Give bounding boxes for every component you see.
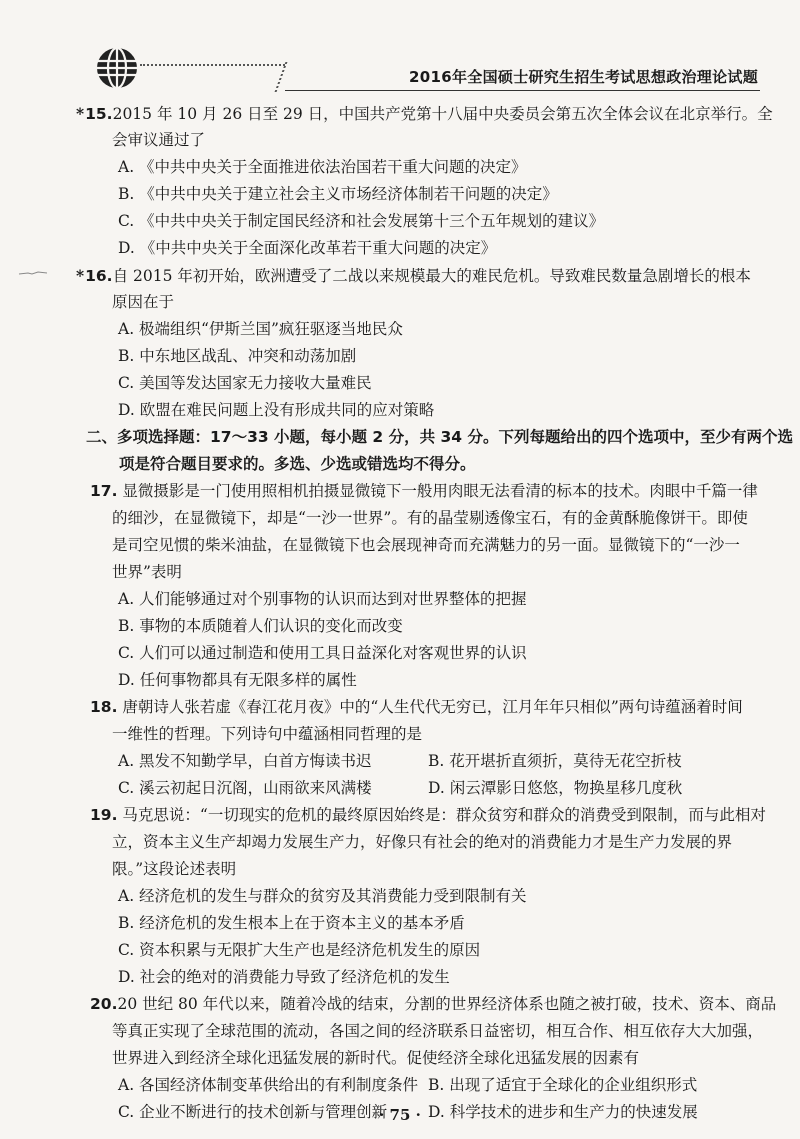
starred-marker: *: [76, 104, 85, 123]
option-b: B. 出现了适宜于全球化的企业组织形式: [428, 1076, 698, 1094]
option-a: A. 黑发不知勤学早，白首方悔读书迟: [118, 752, 372, 770]
option-b: B. 中东地区战乱、冲突和动荡加剧: [118, 347, 357, 365]
question-stem-line: 限。”这段论述表明: [112, 860, 237, 878]
option-d: D. 社会的绝对的消费能力导致了经济危机的发生: [118, 968, 450, 986]
option-a: A. 《中共中央关于全面推进依法治国若干重大问题的决定》: [118, 158, 527, 176]
page-number: · 75 ·: [379, 1106, 421, 1124]
question-stem-line: 20 世纪 80 年代以来，随着冷战的结束，分割的世界经济体系也随之被打破，技术、资本、商品: [117, 995, 777, 1013]
option-c: C. 《中共中央关于制定国民经济和社会发展第十三个五年规划的建议》: [118, 212, 605, 230]
question-stem-line: 一维性的哲理。下列诗句中蕴涵相同哲理的是: [112, 725, 423, 743]
question-stem-line: 世界进入到经济全球化迅猛发展的新时代。促使经济全球化迅猛发展的因素有: [112, 1049, 640, 1067]
option-c: C. 溪云初起日沉阁，山雨欲来风满楼: [118, 779, 372, 797]
question-number: 15.: [85, 105, 113, 123]
header-dotted-rule: [140, 64, 285, 66]
question-number: 17.: [90, 482, 118, 500]
exam-title: 2016年全国硕士研究生招生考试思想政治理论试题: [409, 68, 758, 86]
starred-marker: *: [76, 266, 85, 285]
question-stem-line: 会审议通过了: [112, 131, 206, 149]
option-a: A. 各国经济体制变革供给出的有利制度条件: [118, 1076, 419, 1094]
option-b: B. 经济危机的发生根本上在于资本主义的基本矛盾: [118, 914, 465, 932]
option-row: [90, 775, 760, 802]
option-b: B. 花开堪折直须折，莫待无花空折枝: [428, 752, 682, 770]
section-heading: [86, 424, 793, 478]
question-stem-line: 是司空见惯的柴米油盐，在显微镜下也会展现神奇而充满魅力的另一面。显微镜下的“一沙一: [112, 536, 740, 554]
option-b: B. 《中共中央关于建立社会主义市场经济体制若干问题的决定》: [118, 185, 558, 203]
question-stem-line: 自 2015 年初开始，欧洲遭受了二战以来规模最大的难民危机。导致难民数量急剧增长的根本: [112, 267, 751, 285]
question-number: 16.: [85, 267, 113, 285]
margin-pencil-mark: [18, 268, 48, 278]
question-stem-line: 2015 年 10 月 26 日至 29 日，中国共产党第十八届中央委员会第五次全体会议在北京举行。全: [112, 105, 773, 123]
option-row: [90, 1072, 760, 1099]
question-19: [90, 802, 766, 991]
option-c: C. 企业不断进行的技术创新与管理创新: [118, 1103, 388, 1121]
section-heading-line: 二、多项选择题：17～33 小题，每小题 2 分，共 34 分。下列每题给出的四个选项中，至少有两个选: [86, 428, 793, 446]
question-stem-line: 显微摄影是一门使用照相机拍摄显微镜下一般用肉眼无法看清的标本的技术。肉眼中千篇一律: [122, 482, 758, 500]
header-dotted-slope: [275, 62, 298, 92]
globe-icon: [95, 46, 139, 90]
option-a: A. 人们能够通过对个别事物的认识而达到对世界整体的把握: [118, 590, 527, 608]
question-number: 19.: [90, 806, 118, 824]
page-header: [0, 0, 800, 100]
header-rule: [285, 90, 760, 91]
question-content: [76, 100, 793, 1126]
question-17: [90, 478, 760, 694]
question-number: 18.: [90, 698, 118, 716]
option-d: D. 《中共中央关于全面深化改革若干重大问题的决定》: [118, 239, 497, 257]
question-stem-line: 唐朝诗人张若虚《春江花月夜》中的“人生代代无穷已，江月年年只相似”两句诗蕴涵着时间: [122, 698, 743, 716]
option-row: [90, 748, 760, 775]
question-18: [90, 694, 760, 802]
option-a: A. 经济危机的发生与群众的贫穷及其消费能力受到限制有关: [118, 887, 527, 905]
option-c: C. 资本积累与无限扩大生产也是经济危机发生的原因: [118, 941, 481, 959]
option-b: B. 事物的本质随着人们认识的变化而改变: [118, 617, 403, 635]
question-15: [76, 100, 773, 262]
option-d: D. 科学技术的进步和生产力的快速发展: [428, 1103, 698, 1121]
option-a: A. 极端组织“伊斯兰国”疯狂驱逐当地民众: [118, 320, 403, 338]
option-d: D. 任何事物都具有无限多样的属性: [118, 671, 357, 689]
section-heading-line: 项是符合题目要求的。多选、少选或错选均不得分。: [119, 455, 476, 473]
question-number: 20.: [90, 995, 118, 1013]
option-d: D. 欧盟在难民问题上没有形成共同的应对策略: [118, 401, 435, 419]
option-c: C. 美国等发达国家无力接收大量难民: [118, 374, 372, 392]
question-stem-line: 原因在于: [112, 293, 175, 311]
question-stem-line: 世界”表明: [112, 563, 182, 581]
question-stem-line: 马克思说：“一切现实的危机的最终原因始终是：群众贫穷和群众的消费受到限制，而与此相对: [122, 806, 766, 824]
option-c: C. 人们可以通过制造和使用工具日益深化对客观世界的认识: [118, 644, 527, 662]
question-stem-line: 立，资本主义生产却竭力发展生产力，好像只有社会的绝对的消费能力才是生产力发展的界: [112, 833, 733, 851]
option-d: D. 闲云潭影日悠悠，物换星移几度秋: [428, 779, 683, 797]
question-stem-line: 的细沙，在显微镜下，却是“一沙一世界”。有的晶莹剔透像宝石，有的金黄酥脆像饼干。即使: [112, 509, 748, 527]
question-16: [76, 262, 760, 424]
question-stem-line: 等真正实现了全球范围的流动，各国之间的经济联系日益密切，相互合作、相互依存大大加强，: [112, 1022, 764, 1040]
